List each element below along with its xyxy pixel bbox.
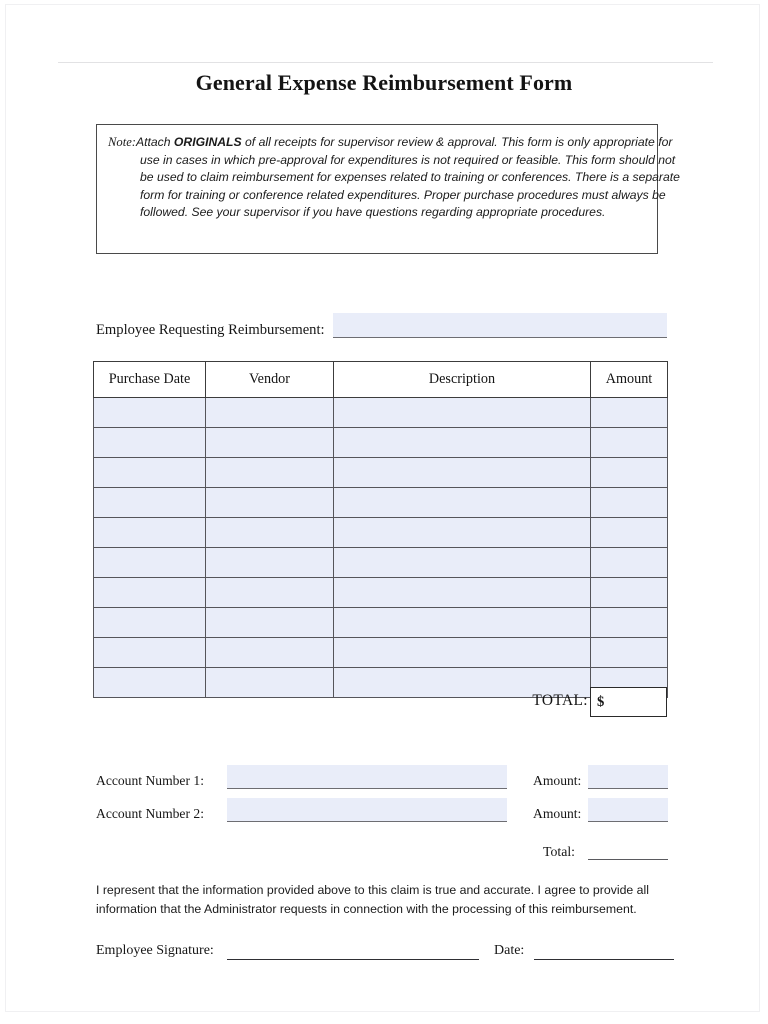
vendor-input-row-2[interactable] bbox=[206, 428, 333, 457]
cell-purchase-date[interactable] bbox=[94, 458, 206, 488]
account-number-1-input[interactable] bbox=[227, 765, 507, 789]
accounts-total-input[interactable] bbox=[588, 836, 668, 860]
account-number-2-input[interactable] bbox=[227, 798, 507, 822]
cell-amount[interactable] bbox=[591, 488, 668, 518]
vendor-input-row-7[interactable] bbox=[206, 578, 333, 607]
employee-request-label: Employee Requesting Reimbursement: bbox=[96, 322, 325, 338]
vendor-input-row-3[interactable] bbox=[206, 458, 333, 487]
signature-date-input[interactable] bbox=[534, 938, 674, 960]
dollar-sign-icon: $ bbox=[597, 693, 605, 710]
purchase-date-input-row-8[interactable] bbox=[94, 608, 205, 637]
page-title: General Expense Reimbursement Form bbox=[195, 70, 573, 95]
account-1-amount-input[interactable] bbox=[588, 765, 668, 789]
cell-purchase-date[interactable] bbox=[94, 428, 206, 458]
cell-vendor[interactable] bbox=[206, 578, 334, 608]
cell-vendor[interactable] bbox=[206, 488, 334, 518]
column-header-vendor: Vendor bbox=[206, 362, 334, 398]
amount-input-row-7[interactable] bbox=[591, 578, 667, 607]
table-row bbox=[94, 518, 668, 548]
note-text-body: of all receipts for supervisor review & approval. This form is only appropriate for use in cases in which pre-approval for expenditures is not required or feasible. This form should not be used to claim reimbursement for expenses related to training or conferences. There is a separate form for training or conference related expenditures. Proper purchase procedures must always be followed. See your supervisor if you have questions regarding appropriate procedures. bbox=[140, 135, 680, 220]
column-header-amount: Amount bbox=[591, 362, 668, 398]
accounts-total-row bbox=[96, 832, 668, 866]
table-row bbox=[94, 578, 668, 608]
cell-purchase-date[interactable] bbox=[94, 638, 206, 668]
cell-vendor[interactable] bbox=[206, 428, 334, 458]
cell-amount[interactable] bbox=[591, 518, 668, 548]
purchase-date-input-row-2[interactable] bbox=[94, 428, 205, 457]
cell-purchase-date[interactable] bbox=[94, 608, 206, 638]
cell-description[interactable] bbox=[334, 428, 591, 458]
cell-amount[interactable] bbox=[591, 398, 668, 428]
table-header-row bbox=[94, 362, 668, 398]
declaration-text: I represent that the information provided above to this claim is true and accurate. I agree to provide all information that the Administrator requests in connection with the processing of this reimbursement. bbox=[96, 883, 649, 916]
vendor-input-row-5[interactable] bbox=[206, 518, 333, 547]
purchase-date-input-row-6[interactable] bbox=[94, 548, 205, 577]
table-row bbox=[94, 458, 668, 488]
note-emphasis-originals: ORIGINALS bbox=[173, 135, 242, 149]
cell-amount[interactable] bbox=[591, 608, 668, 638]
vendor-input-row-4[interactable] bbox=[206, 488, 333, 517]
expense-total-row bbox=[93, 687, 667, 717]
description-input-row-6[interactable] bbox=[334, 548, 590, 577]
amount-input-row-1[interactable] bbox=[591, 398, 667, 427]
cell-description[interactable] bbox=[334, 548, 591, 578]
note-text-lead: Attach bbox=[135, 135, 174, 149]
amount-input-row-9[interactable] bbox=[591, 638, 667, 667]
note-paragraph bbox=[108, 134, 680, 222]
cell-vendor[interactable] bbox=[206, 398, 334, 428]
cell-description[interactable] bbox=[334, 608, 591, 638]
cell-description[interactable] bbox=[334, 518, 591, 548]
description-input-row-3[interactable] bbox=[334, 458, 590, 487]
account-number-2-label: Account Number 2: bbox=[96, 806, 204, 821]
vendor-input-row-9[interactable] bbox=[206, 638, 333, 667]
account-row-2 bbox=[96, 799, 668, 832]
cell-vendor[interactable] bbox=[206, 638, 334, 668]
account-2-amount-label: Amount: bbox=[533, 806, 582, 821]
cell-description[interactable] bbox=[334, 398, 591, 428]
column-header-description: Description bbox=[334, 362, 591, 398]
cell-description[interactable] bbox=[334, 638, 591, 668]
signature-row bbox=[96, 938, 674, 968]
employee-signature-input[interactable] bbox=[227, 938, 479, 960]
description-input-row-9[interactable] bbox=[334, 638, 590, 667]
signature-date-label: Date: bbox=[494, 943, 525, 958]
cell-purchase-date[interactable] bbox=[94, 578, 206, 608]
cell-vendor[interactable] bbox=[206, 518, 334, 548]
note-box bbox=[96, 124, 680, 254]
cell-description[interactable] bbox=[334, 488, 591, 518]
amount-input-row-3[interactable] bbox=[591, 458, 667, 487]
vendor-input-row-1[interactable] bbox=[206, 398, 333, 427]
column-header-purchase-date: Purchase Date bbox=[94, 362, 206, 398]
purchase-date-input-row-7[interactable] bbox=[94, 578, 205, 607]
header-rule bbox=[58, 62, 713, 63]
note-label: Note: bbox=[108, 135, 136, 149]
description-input-row-2[interactable] bbox=[334, 428, 590, 457]
description-input-row-1[interactable] bbox=[334, 398, 590, 427]
purchase-date-input-row-9[interactable] bbox=[94, 638, 205, 667]
amount-input-row-2[interactable] bbox=[591, 428, 667, 457]
amount-input-row-4[interactable] bbox=[591, 488, 667, 517]
total-amount-box[interactable] bbox=[590, 687, 667, 717]
cell-purchase-date[interactable] bbox=[94, 548, 206, 578]
expense-table-body bbox=[94, 398, 668, 698]
purchase-date-input-row-4[interactable] bbox=[94, 488, 205, 517]
total-label: TOTAL: bbox=[532, 692, 588, 709]
table-row bbox=[94, 398, 668, 428]
cell-purchase-date[interactable] bbox=[94, 518, 206, 548]
cell-amount[interactable] bbox=[591, 458, 668, 488]
table-row bbox=[94, 638, 668, 668]
purchase-date-input-row-3[interactable] bbox=[94, 458, 205, 487]
description-input-row-5[interactable] bbox=[334, 518, 590, 547]
cell-vendor[interactable] bbox=[206, 608, 334, 638]
cell-vendor[interactable] bbox=[206, 548, 334, 578]
accounts-total-label: Total: bbox=[543, 844, 575, 859]
vendor-input-row-6[interactable] bbox=[206, 548, 333, 577]
cell-amount[interactable] bbox=[591, 578, 668, 608]
description-input-row-7[interactable] bbox=[334, 578, 590, 607]
table-row bbox=[94, 608, 668, 638]
cell-purchase-date[interactable] bbox=[94, 488, 206, 518]
table-row bbox=[94, 428, 668, 458]
table-row bbox=[94, 488, 668, 518]
description-input-row-4[interactable] bbox=[334, 488, 590, 517]
cell-amount[interactable] bbox=[591, 638, 668, 668]
expense-table bbox=[93, 361, 668, 698]
purchase-date-input-row-5[interactable] bbox=[94, 518, 205, 547]
description-input-row-8[interactable] bbox=[334, 608, 590, 637]
cell-purchase-date[interactable] bbox=[94, 398, 206, 428]
cell-vendor[interactable] bbox=[206, 458, 334, 488]
cell-description[interactable] bbox=[334, 578, 591, 608]
purchase-date-input-row-1[interactable] bbox=[94, 398, 205, 427]
account-1-amount-label: Amount: bbox=[533, 773, 582, 788]
employee-signature-label: Employee Signature: bbox=[96, 943, 214, 958]
cell-amount[interactable] bbox=[591, 428, 668, 458]
vendor-input-row-8[interactable] bbox=[206, 608, 333, 637]
table-row bbox=[94, 548, 668, 578]
account-2-amount-input[interactable] bbox=[588, 798, 668, 822]
amount-input-row-8[interactable] bbox=[591, 608, 667, 637]
accounts-section bbox=[96, 766, 668, 866]
total-amount-input[interactable] bbox=[604, 688, 666, 716]
amount-input-row-6[interactable] bbox=[591, 548, 667, 577]
amount-input-row-5[interactable] bbox=[591, 518, 667, 547]
account-row-1 bbox=[96, 766, 668, 799]
account-number-1-label: Account Number 1: bbox=[96, 773, 204, 788]
cell-description[interactable] bbox=[334, 458, 591, 488]
cell-amount[interactable] bbox=[591, 548, 668, 578]
employee-request-row bbox=[96, 318, 668, 344]
employee-name-input[interactable] bbox=[333, 313, 667, 338]
